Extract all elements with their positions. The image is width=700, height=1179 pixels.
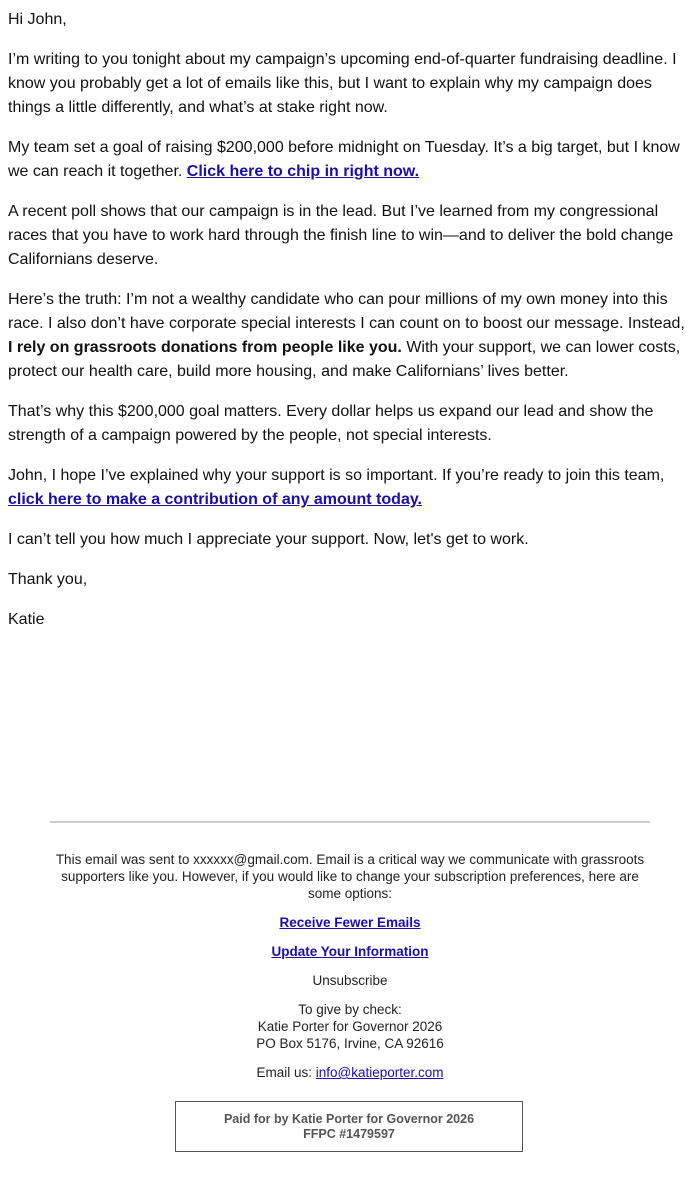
footer [50,851,650,1093]
paragraph-truth [8,288,686,384]
receive-fewer-emails-link[interactable]: Receive Fewer Emails [279,915,421,930]
footer-update-row [50,943,650,960]
paragraph-poll: A recent poll shows that our campaign is in the lead. But I’ve learned from my congressional races that you have to work hard through the finish line to win—and to deliver the bold change Californians deserve. [8,203,674,268]
chip-in-link[interactable]: Click here to chip in right now. [186,163,420,180]
paragraph-join-text: John, I hope I’ve explained why your support is so important. If you’re ready to join this team, [8,467,665,484]
footer-fewer-emails-row [50,914,650,931]
email-us-row [50,1064,650,1081]
contribute-link[interactable]: click here to make a contribution of any amount today. [8,491,422,508]
footer-divider [50,821,650,823]
check-heading: To give by check: [298,1002,402,1017]
paragraph-goal [8,136,686,184]
paragraph-appreciation: I can’t tell you how much I appreciate your support. Now, let's get to work. [8,531,529,548]
email-body [8,8,686,648]
signature: Katie [8,611,45,628]
update-information-link[interactable]: Update Your Information [271,944,429,959]
closing: Thank you, [8,571,88,588]
email-us-link[interactable]: info@katieporter.com [315,1065,444,1080]
paragraph-goal-text: My team set a goal of raising $200,000 before midnight on Tuesday. It’s a big target, but I know we can reach it together. [8,139,680,180]
ffpc-number: FFPC #1479597 [303,1127,395,1141]
check-organization: Katie Porter for Governor 2026 [257,1019,443,1034]
paragraph-truth-end: With your support, we can lower costs, protect our health care, build more housing, and make Californians’ lives better. [8,339,681,380]
paragraph-join [8,464,686,512]
paragraph-truth-bold: I rely on grassroots donations from people like you. [8,339,402,356]
paid-for-text: Paid for by Katie Porter for Governor 2026 [223,1112,475,1126]
paragraph-deadline: I’m writing to you tonight about my campaign’s upcoming end-of-quarter fundraising deadline. I know you probably get a lot of emails like this, but I want to explain why my campaign does things a little differently, and what’s at stake right now. [8,51,677,116]
paragraph-goal-matters: That’s why this $200,000 goal matters. Every dollar helps us expand our lead and show the strength of a campaign powered by the people, not special interests. [8,403,654,444]
paragraph-truth-start: Here’s the truth: I’m not a wealthy candidate who can pour millions of my own money into this race. I also don’t have corporate special interests I can count on to boost our message. Instead, [8,291,685,332]
paid-for-disclaimer [175,1101,523,1152]
check-address-block [50,1001,650,1052]
greeting: Hi John, [8,11,67,28]
unsubscribe-link[interactable]: Unsubscribe [312,973,388,988]
check-address: PO Box 5176, Irvine, CA 92616 [256,1036,444,1051]
email-us-label: Email us: [256,1065,312,1080]
footer-notice: This email was sent to xxxxxx@gmail.com. Email is a critical way we communicate with grassroots supporters like you. However, if you would like to change your subscription preferences, here are some options: [55,852,645,901]
